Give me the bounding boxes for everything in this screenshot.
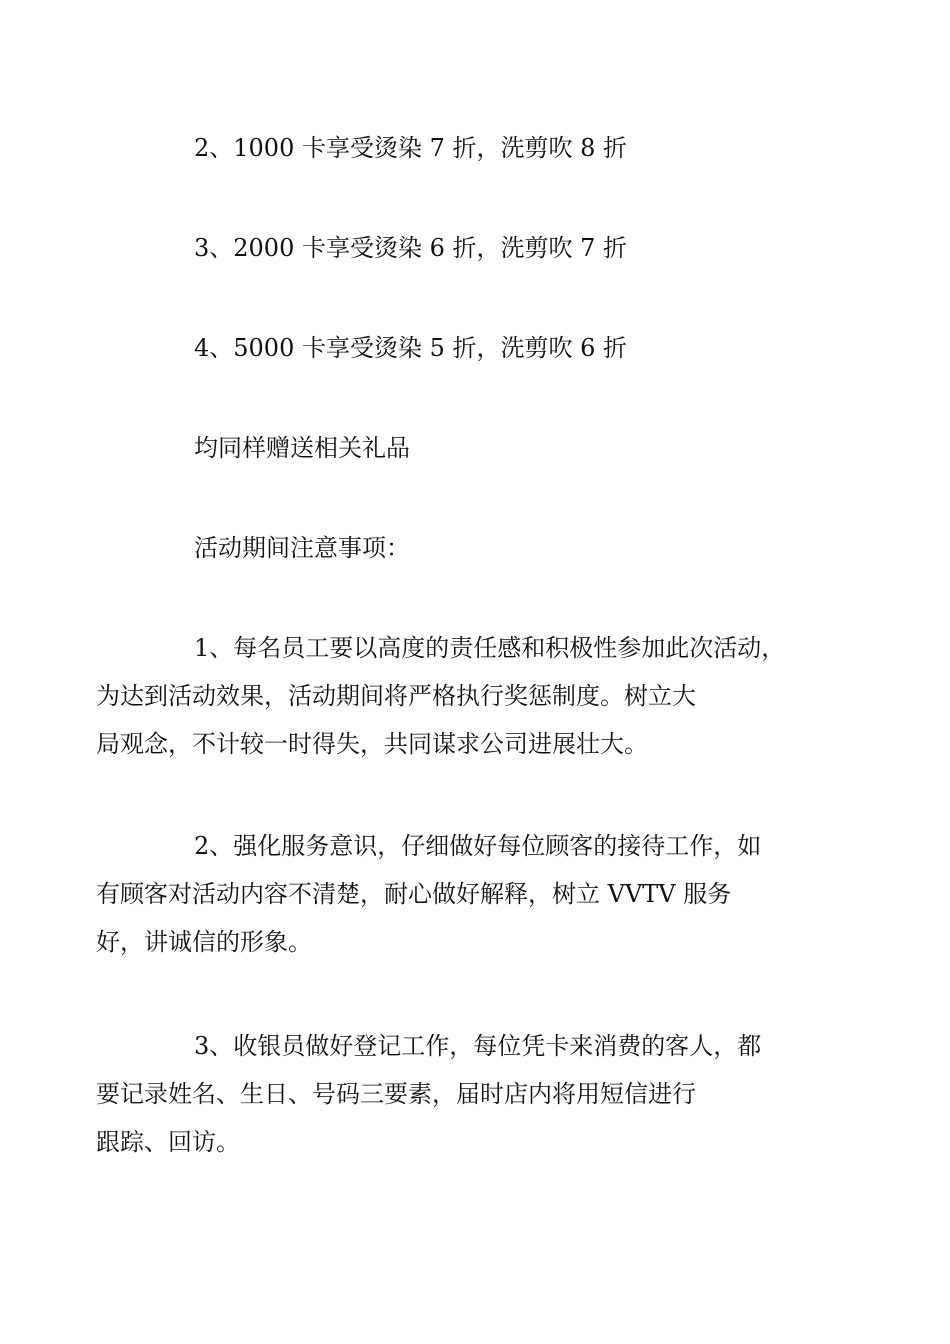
paragraph-line: 3、2000 卡享受烫染 6 折，洗剪吹 7 折 <box>194 234 628 262</box>
paragraph-line: 均同样赠送相关礼品 <box>194 434 410 462</box>
paragraph-line: 跟踪、回访。 <box>96 1128 240 1156</box>
paragraph-note-3 <box>96 1022 815 1166</box>
paragraph-line: 1、每名员工要以高度的责任感和积极性参加此次活动， <box>194 634 786 662</box>
paragraph-line: 有顾客对活动内容不清楚，耐心做好解释，树立 VVTV 服务 <box>96 880 732 908</box>
paragraph-card-5000 <box>145 324 815 372</box>
paragraph-line: 为达到活动效果，活动期间将严格执行奖惩制度。树立大 <box>96 682 696 710</box>
paragraph-card-2000 <box>145 224 815 272</box>
paragraph-line: 3、收银员做好登记工作，每位凭卡来消费的客人，都 <box>194 1032 762 1060</box>
paragraph-line: 要记录姓名、生日、号码三要素，届时店内将用短信进行 <box>96 1080 696 1108</box>
paragraph-line: 2、强化服务意识，仔细做好每位顾客的接待工作，如 <box>194 832 762 860</box>
paragraph-gift-note <box>145 424 815 472</box>
paragraph-card-1000 <box>145 124 815 172</box>
paragraph-line: 4、5000 卡享受烫染 5 折，洗剪吹 6 折 <box>194 334 628 362</box>
paragraph-note-1 <box>96 624 815 768</box>
paragraph-line: 好，讲诚信的形象。 <box>96 928 312 956</box>
paragraph-line: 局观念，不计较一时得失，共同谋求公司进展壮大。 <box>96 730 648 758</box>
paragraph-note-2 <box>96 822 815 966</box>
section-heading-notes <box>145 524 815 572</box>
paragraph-line: 2、1000 卡享受烫染 7 折，洗剪吹 8 折 <box>194 134 628 162</box>
paragraph-line: 活动期间注意事项： <box>194 534 410 562</box>
